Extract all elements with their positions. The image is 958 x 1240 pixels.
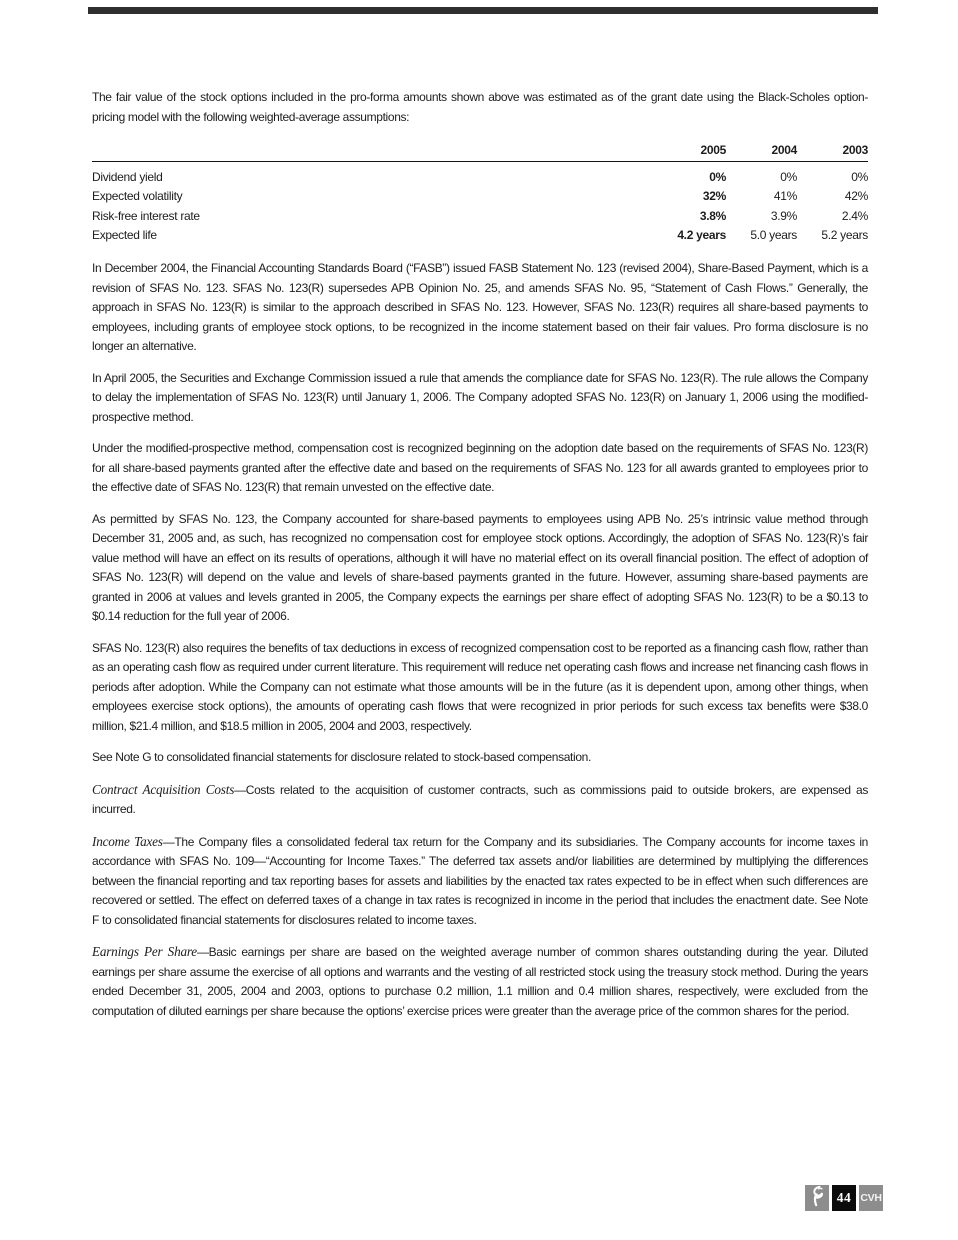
section-earnings-per-share [92,942,868,1021]
col-header-2005: 2005 [655,143,726,162]
table-row [92,187,868,206]
value-2003: 2.4% [841,208,868,223]
value-2005: 3.8% [699,208,726,223]
value-2004: 0% [780,170,797,184]
assumptions-table [92,143,868,245]
intro-paragraph: The fair value of the stock options included in the pro-forma amounts shown above was estimated as of the grant date using the Black-Scholes option-pricing model with the following weighted-average assumptions: [92,90,868,124]
section-lead: Contract Acquisition Costs [92,781,235,797]
section-lead: Earnings Per Share [92,944,197,960]
table-row [92,207,868,226]
value-2003: 42% [844,189,868,204]
table-row [92,162,868,188]
paragraph-sec-rule: In April 2005, the Securities and Exchange Commission issued a rule that amends the compliance date for SFAS No. 123(R). The rule allows the Company to delay the implementation of SFAS No. 123(R) until January 1, 2006. The Company adopted SFAS No. 123(R) on January 1, 2006 using the modified-prospective method. [92,370,868,424]
row-label: Expected volatility [92,189,183,204]
value-2004: 3.9% [770,208,797,223]
ticker-badge [859,1185,883,1211]
paragraph-see-note-g: See Note G to consolidated financial statements for disclosure related to stock-based compensation. [92,750,591,765]
torch-logo-icon [807,1185,827,1212]
section-contract-acquisition-costs [92,780,868,820]
table-row [92,226,868,245]
section-income-taxes [92,832,868,931]
company-logo-badge [805,1185,829,1211]
section-lead: Income Taxes [92,833,163,849]
section-text: —Costs related to the acquisition of customer contracts, such as commissions paid to outside brokers, are expensed as incurred. [92,782,868,817]
value-2005: 4.2 years [677,227,726,242]
paragraph-tax-deductions: SFAS No. 123(R) also requires the benefits of tax deductions in excess of recognized compensation cost to be reported as a financing cash flow, rather than as an operating cash flow as required under current literature. This requirement will reduce net operating cash flows and increase net financing cash flows in periods after adoption. While the Company can not estimate what those amounts will be in the future (as it is dependent upon, among other things, when employees exercise stock options), the amounts of operating cash flows that were recognized in prior periods for such excess tax benefits were $38.0 million, $21.4 million, and $18.5 million in 2005, 2004 and 2003, respectively. [92,640,868,733]
paragraph-fasb-123r: In December 2004, the Financial Accounting Standards Board (“FASB”) issued FASB Statement No. 123 (revised 2004), Share-Based Payment, which is a revision of SFAS No. 123. SFAS No. 123(R) supersedes APB Opinion No. 25, and amends SFAS No. 95, “Statement of Cash Flows.” Generally, the approach in SFAS No. 123(R) is similar to the approach described in SFAS No. 123. However, SFAS No. 123(R) requires all share-based payments to employees, including grants of employee stock options, to be recognized in the income statement based on their fair values. Pro forma disclosure is no longer an alternative. [92,261,868,354]
page-content [92,88,868,1033]
value-2005: 0% [709,170,726,184]
paragraph-apb-25: As permitted by SFAS No. 123, the Company accounted for share-based payments to employees using APB No. 25’s intrinsic value method through December 31, 2005 and, as such, has recognized no compensation cost for employee stock options. Accordingly, the adoption of SFAS No. 123(R)’s fair value method will have an effect on its results of operations, although it will have no material effect on its overall financial position. The effect of adoption of SFAS No. 123(R) will depend on the value and levels of share-based payments granted in the future. However, assuming share-based payments are granted in 2006 at values and levels granted in 2005, the Company expects the earnings per share effect of adopting SFAS No. 123(R) to be a $0.13 to $0.14 reduction for the full year of 2006. [92,511,868,624]
col-header-2004: 2004 [726,143,797,162]
ticker-label: CVH [860,1192,882,1204]
page-number: 44 [836,1190,852,1205]
value-2004: 41% [773,189,797,204]
row-label: Dividend yield [92,170,163,184]
value-2005: 32% [702,189,726,204]
assumptions-table-header [92,143,868,162]
top-rule [88,7,878,14]
value-2003: 0% [851,170,868,184]
section-text: —The Company files a consolidated federal tax return for the Company and its subsidiaries. The Company accounts for income taxes in accordance with SFAS No. 109—“Accounting for Income Taxes.” The deferred tax assets and/or liabilities are determined by multiplying the differences between the financial reporting and tax reporting bases for assets and liabilities by the enacted tax rates expected to be in effect when such differences are recovered or settled. The effect on deferred taxes of a change in tax rates is recognized in income in the period that includes the enactment date. See Note F to consolidated financial statements for disclosures related to income taxes. [92,834,868,927]
row-label: Risk-free interest rate [92,208,200,223]
section-text: —Basic earnings per share are based on the weighted average number of common shares outstanding during the year. Diluted earnings per share assume the exercise of all options and warrants and the vesting of all restricted stock using the treasury stock method. During the years ended December 31, 2005, 2004 and 2003, options to purchase 0.2 million, 1.1 million and 0.4 million shares, respectively, were excluded from the computation of diluted earnings per share because the options’ exercise prices were greater than the average price of the common shares for the period. [92,945,869,1018]
col-header-2003: 2003 [797,143,868,162]
paragraph-modified-prospective: Under the modified-prospective method, compensation cost is recognized beginning on the adoption date based on the requirements of SFAS No. 123(R) for all share-based payments granted after the effective date and based on the requirements of SFAS No. 123 for all awards granted to employees prior to the effective date of SFAS No. 123(R) that remain unvested on the effective date. [92,441,868,495]
page-number-badge [832,1185,856,1211]
row-label: Expected life [92,227,157,242]
page-footer [805,1185,883,1211]
value-2004: 5.0 years [750,227,797,242]
value-2003: 5.2 years [821,227,868,242]
empty-header-cell [92,143,655,162]
